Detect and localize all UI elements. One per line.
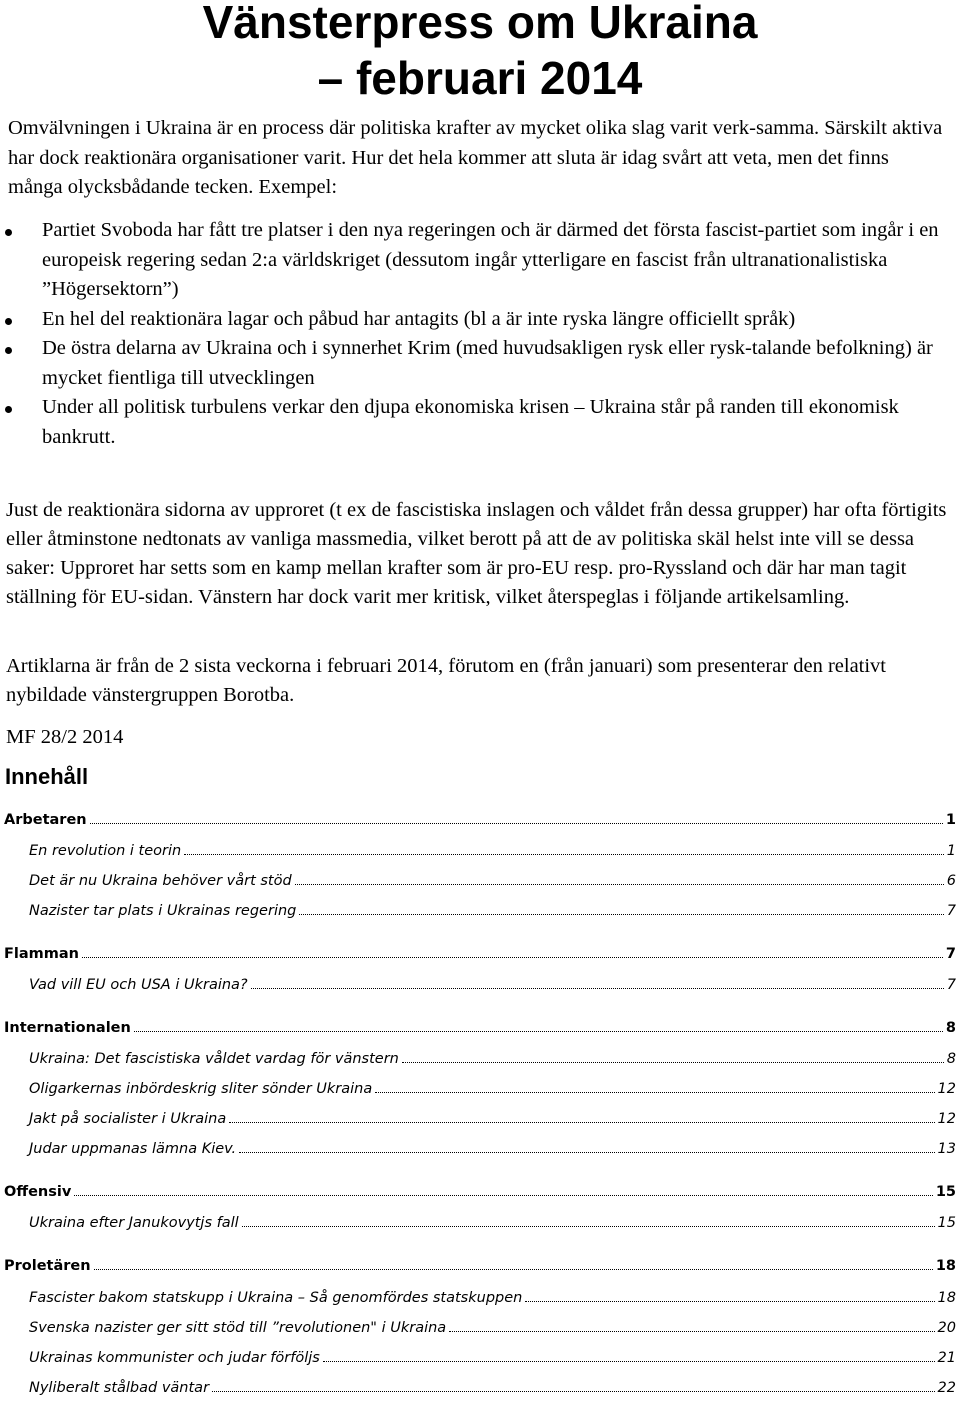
toc-page-number: 15 bbox=[937, 1215, 956, 1231]
toc-page-number: 18 bbox=[937, 1290, 956, 1306]
toc-page-number: 1 bbox=[945, 812, 956, 828]
toc-dot-leader bbox=[295, 884, 944, 885]
toc-page-number: 21 bbox=[937, 1350, 956, 1366]
toc-entry-label: Internationalen bbox=[4, 1020, 131, 1036]
toc-dot-leader bbox=[242, 1226, 935, 1227]
toc-dot-leader bbox=[90, 823, 943, 824]
bullet-item bbox=[0, 305, 955, 335]
toc-page-number: 7 bbox=[946, 903, 956, 919]
toc-dot-leader bbox=[82, 957, 943, 958]
toc-page-number: 7 bbox=[945, 946, 956, 962]
toc-entry-label: Proletären bbox=[4, 1258, 91, 1274]
toc-article-entry[interactable] bbox=[4, 1290, 956, 1312]
toc-page-number: 7 bbox=[946, 977, 956, 993]
bullet-item bbox=[0, 393, 955, 452]
bullet-icon bbox=[5, 229, 12, 236]
toc-page-number: 20 bbox=[937, 1320, 956, 1336]
bullet-item bbox=[0, 334, 955, 393]
title-line-1: Vänsterpress om Ukraina bbox=[202, 0, 758, 48]
toc-article-entry[interactable] bbox=[4, 1141, 956, 1163]
toc-dot-leader bbox=[229, 1122, 934, 1123]
toc-article-entry[interactable] bbox=[4, 873, 956, 895]
bullet-icon bbox=[5, 318, 12, 325]
toc-page-number: 6 bbox=[946, 873, 956, 889]
toc-dot-leader bbox=[134, 1031, 943, 1032]
toc-entry-label: Fascister bakom statskupp i Ukraina – Så genomfördes statskuppen bbox=[29, 1290, 523, 1306]
bullet-text: Under all politisk turbulens verkar den djupa ekonomiska krisen – Ukraina står på randen till ekonomisk bankrutt. bbox=[42, 396, 899, 448]
toc-dot-leader bbox=[323, 1361, 935, 1362]
toc-heading: Innehåll bbox=[5, 764, 89, 789]
toc-article-entry[interactable] bbox=[4, 977, 956, 999]
toc-dot-leader bbox=[212, 1391, 935, 1392]
bullet-text: Partiet Svoboda har fått tre platser i den nya regeringen och är därmed det första fascist-partiet som ingår i en europeisk regering sedan 2:a världskriget (dessutom ingår ytterligare en fascist från ultranationalistiska ”Högersektorn”) bbox=[42, 219, 939, 300]
toc-article-entry[interactable] bbox=[4, 1320, 956, 1342]
toc-entry-label: Nazister tar plats i Ukrainas regering bbox=[29, 903, 297, 919]
toc-article-entry[interactable] bbox=[4, 1215, 956, 1237]
toc-entry-label: Nyliberalt stålbad väntar bbox=[29, 1380, 210, 1396]
toc-entry-label: En revolution i teorin bbox=[29, 843, 182, 859]
toc-section-entry[interactable] bbox=[4, 1184, 956, 1206]
toc-dot-leader bbox=[94, 1269, 933, 1270]
toc-entry-label: Svenska nazister ger sitt stöd till ”revolutionen" i Ukraina bbox=[29, 1320, 447, 1336]
toc-page-number: 13 bbox=[937, 1141, 956, 1157]
bullet-icon bbox=[5, 406, 12, 413]
toc-page-number: 12 bbox=[937, 1111, 956, 1127]
toc-dot-leader bbox=[449, 1331, 934, 1332]
toc-page-number: 15 bbox=[935, 1184, 956, 1200]
toc-article-entry[interactable] bbox=[4, 843, 956, 865]
toc-dot-leader bbox=[402, 1062, 944, 1063]
body-paragraph-1: Just de reaktionära sidorna av upproret (t ex de fascistiska inslagen och våldet från dessa grupper) har ofta förtigits eller åtminstone nedtonats av vanliga massmedia, vilket berott på att de av politiska skäl helst inte vill se dessa saker: Upproret har setts som en kamp mellan krafter som är pro-EU resp. pro-Ryssland och där har man tagit ställning för EU-sidan. Vänstern har dock varit mer kritisk, vilket återspeglas i följande artikelsamling. bbox=[6, 499, 947, 608]
intro-paragraph: Omvälvningen i Ukraina är en process där politiska krafter av mycket olika slag varit verk-samma. Särskilt aktiva har dock reaktionära organisationer varit. Hur det hela kommer att sluta är idag svårt att veta, men det finns många olycksbådande tecken. Exempel: bbox=[8, 117, 943, 198]
toc-article-entry[interactable] bbox=[4, 1350, 956, 1372]
toc-article-entry[interactable] bbox=[4, 903, 956, 925]
toc-entry-label: Flamman bbox=[4, 946, 79, 962]
toc-page-number: 8 bbox=[945, 1020, 956, 1036]
toc-entry-label: Jakt på socialister i Ukraina bbox=[29, 1111, 227, 1127]
toc-page-number: 18 bbox=[935, 1258, 956, 1274]
toc-section-entry[interactable] bbox=[4, 1258, 956, 1280]
toc-entry-label: Vad vill EU och USA i Ukraina? bbox=[29, 977, 248, 993]
toc-dot-leader bbox=[251, 988, 944, 989]
toc-dot-leader bbox=[375, 1092, 934, 1093]
toc-entry-label: Ukrainas kommunister och judar förföljs bbox=[29, 1350, 320, 1366]
toc-article-entry[interactable] bbox=[4, 1380, 956, 1402]
toc-article-entry[interactable] bbox=[4, 1111, 956, 1133]
bullet-item bbox=[0, 216, 955, 305]
toc-entry-label: Ukraina: Det fascistiska våldet vardag för vänstern bbox=[29, 1051, 399, 1067]
toc-entry-label: Oligarkernas inbördeskrig sliter sönder Ukraina bbox=[29, 1081, 373, 1097]
body-paragraph-2: Artiklarna är från de 2 sista veckorna i februari 2014, förutom en (från januari) som presenterar den relativt nybildade vänstergruppen Borotba. bbox=[6, 655, 886, 706]
toc-page-number: 1 bbox=[946, 843, 956, 859]
toc-article-entry[interactable] bbox=[4, 1081, 956, 1103]
toc-entry-label: Det är nu Ukraina behöver vårt stöd bbox=[29, 873, 292, 889]
page-title bbox=[0, 0, 960, 106]
toc-section-entry[interactable] bbox=[4, 812, 956, 834]
toc-section-entry[interactable] bbox=[4, 946, 956, 968]
toc-page-number: 22 bbox=[937, 1380, 956, 1396]
bullet-list bbox=[0, 216, 955, 452]
toc-entry-label: Judar uppmanas lämna Kiev. bbox=[29, 1141, 237, 1157]
bullet-text: En hel del reaktionära lagar och påbud har antagits (bl a är inte ryska längre officiellt språk) bbox=[42, 307, 796, 330]
bullet-icon bbox=[5, 347, 12, 354]
signature: MF 28/2 2014 bbox=[6, 726, 124, 748]
toc-dot-leader bbox=[184, 854, 944, 855]
toc-section-entry[interactable] bbox=[4, 1020, 956, 1042]
toc-dot-leader bbox=[525, 1301, 934, 1302]
toc-page-number: 12 bbox=[937, 1081, 956, 1097]
toc-entry-label: Arbetaren bbox=[4, 812, 87, 828]
toc-article-entry[interactable] bbox=[4, 1051, 956, 1073]
toc-entry-label: Offensiv bbox=[4, 1184, 72, 1200]
bullet-text: De östra delarna av Ukraina och i synnerhet Krim (med huvudsakligen rysk eller rysk-talande befolkning) är mycket fientliga till utvecklingen bbox=[42, 337, 933, 389]
toc-dot-leader bbox=[239, 1152, 934, 1153]
title-line-2: – februari 2014 bbox=[317, 52, 643, 104]
toc-dot-leader bbox=[74, 1195, 933, 1196]
toc-page-number: 8 bbox=[946, 1051, 956, 1067]
toc-entry-label: Ukraina efter Janukovytjs fall bbox=[29, 1215, 239, 1231]
toc-dot-leader bbox=[299, 914, 943, 915]
